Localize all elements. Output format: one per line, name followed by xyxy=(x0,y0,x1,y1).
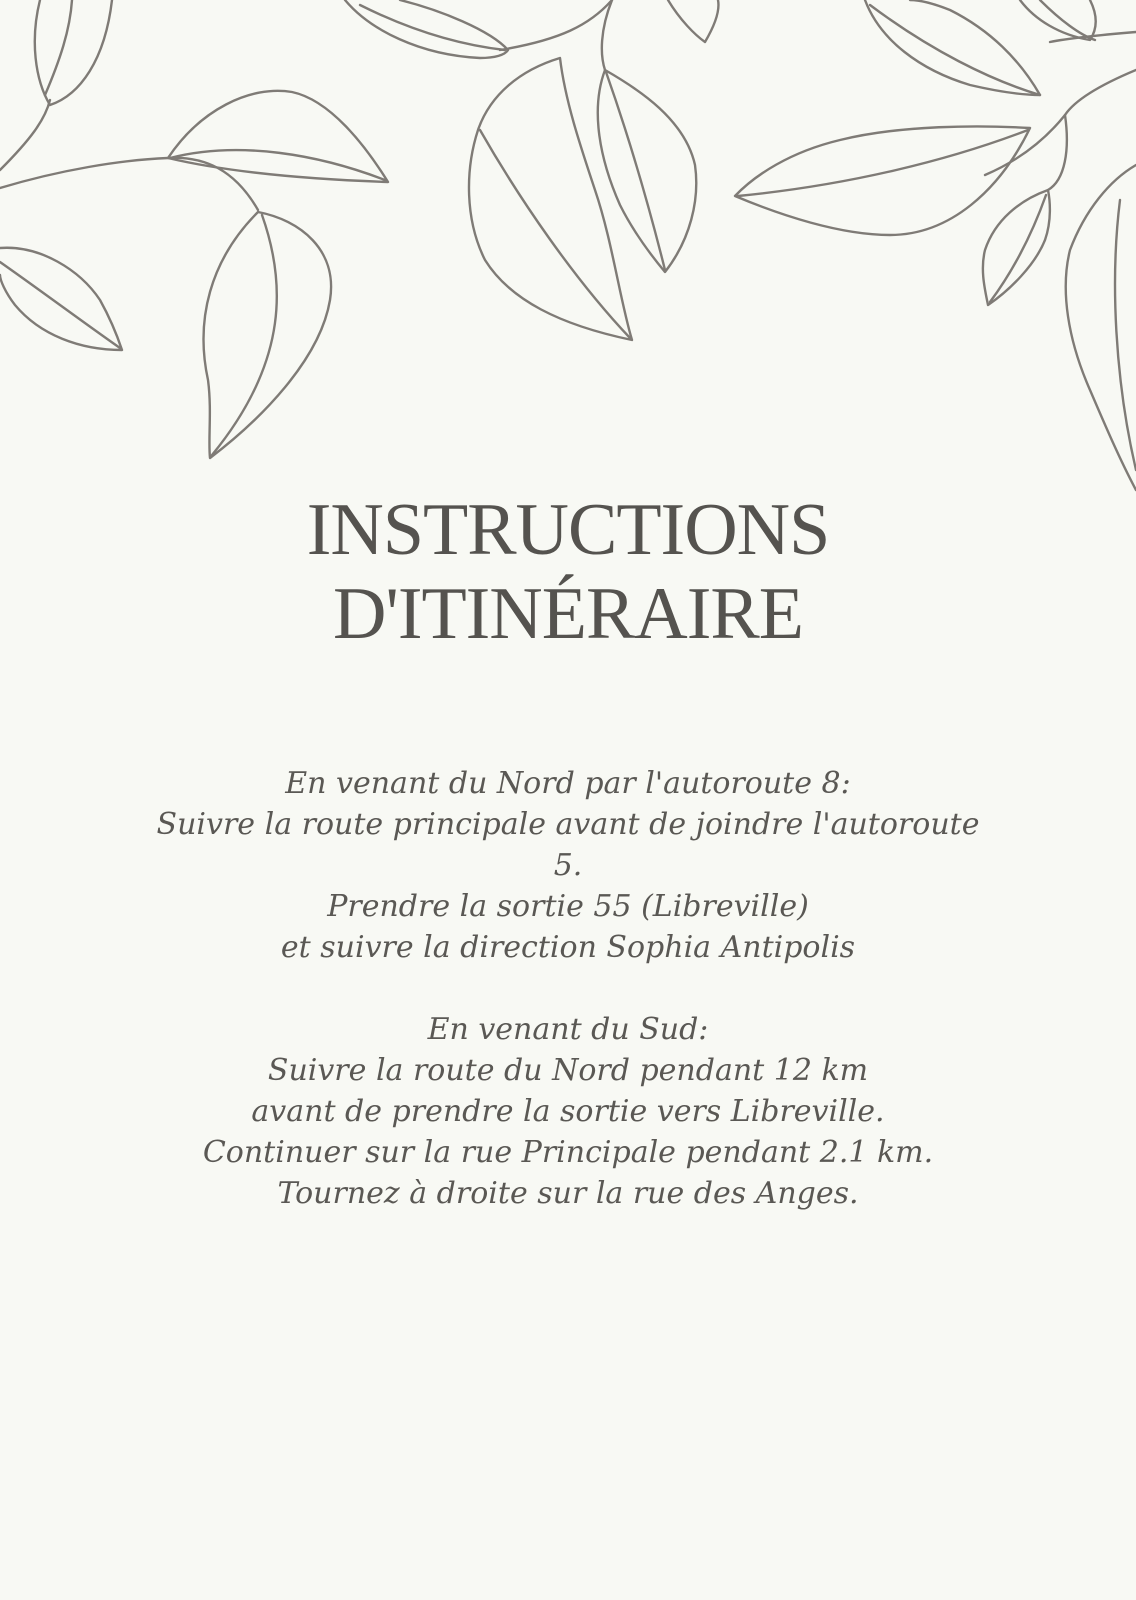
leaf-ornament-icon xyxy=(0,0,1136,500)
title-line-2: D'ITINÉRAIRE xyxy=(333,573,803,655)
directions-from-north xyxy=(140,763,996,968)
north-line: Suivre la route principale avant de joindre l'autoroute xyxy=(156,807,980,842)
south-line: avant de prendre la sortie vers Libreville. xyxy=(251,1094,885,1129)
south-line: Tournez à droite sur la rue des Anges. xyxy=(277,1176,859,1211)
south-line: Suivre la route du Nord pendant 12 km xyxy=(267,1053,869,1088)
directions-text xyxy=(140,763,996,1214)
directions-from-south xyxy=(140,1009,996,1214)
page-title xyxy=(0,488,1136,656)
north-line: 5. xyxy=(553,848,583,883)
north-line: et suivre la direction Sophia Antipolis xyxy=(280,930,856,965)
north-heading: En venant du Nord par l'autoroute 8: xyxy=(285,766,851,801)
title-line-1: INSTRUCTIONS xyxy=(306,489,830,571)
south-heading: En venant du Sud: xyxy=(427,1012,709,1047)
north-line: Prendre la sortie 55 (Libreville) xyxy=(327,889,809,924)
south-line: Continuer sur la rue Principale pendant 2.1 km. xyxy=(202,1135,934,1170)
